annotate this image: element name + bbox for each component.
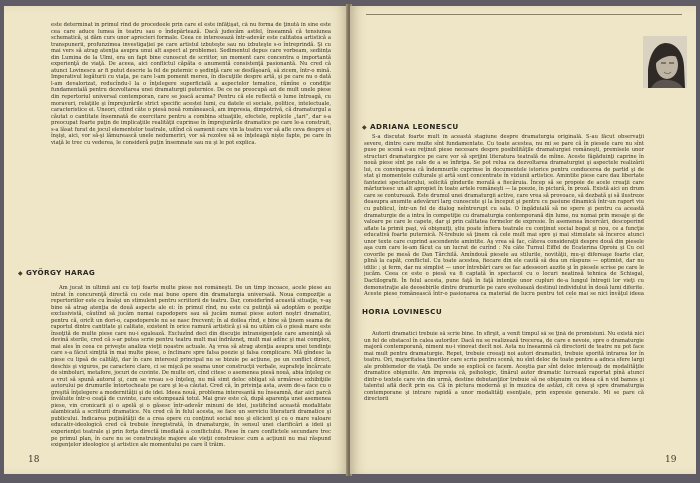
right-section2-text (364, 331, 644, 443)
section-heading-text: HORIA LOVINESCU (362, 307, 443, 316)
left-page (4, 6, 348, 474)
diamond-bullet-icon: ◆ (18, 270, 24, 277)
right-section1-text (364, 134, 644, 298)
paragraph: Am jucat în ultimii ani cu toţi foarte multe piese noi româneşti. De un timp încoace, acele piese au intrat în concurenţă directă cu cele mai bune opere din dramaturgia universală. Noua compoziţie a repertoriilor este cu însăşi un stimulent pentru scriitorii de teatru. Dar, considerînd această situaţie, v-aş bine să atrag atenţia de două aspecte ale ei: în primul rînd, nu este cu putinţă să adoptăm o poziţie exclusivistă, căutînd să jucăm numai capodopere sau să jucăm numai piese autori noştri dramatici, pentru că, oricît un dori-o, capodoperele nu se nasc frecvent; în al doilea rînd, e bine să ţinem seama de raportul dintre cantitate şi calitate, existent în orice ramură artistică şi să nu uităm că o piesă mare este însoţită de multe piese care nu-i egalează. Excluzînd deci din discuţie intransigenţele care ameninţă să devină sterile, cred că s-ar putea scrie pentru teatru mult mai îndrăzneţ, mult mai adînc şi mai complex, mai ales în ceea ce priveşte analiza vieţii noastre actuale. Aş vrea să atrag atenţia asupra unei tendinţe care s-a făcut simţită în mai multe piese, o înclinare spre falsa poezie şi falsa complicare. Mă gîndesc la piese cu lipsă de calităţi, dar în care interesul principal nu se bizuie pe acţiune, pe un conflict direct, deschis şi viguros, pe caractere clare, ci se mişcă pe seama unor construcţii verbale, suprafeţe încărcate de simboluri, metafore, jocuri de cuvinte. De multe ori, cînd citesc o asemenea piesă nouă, abia înţeleg ce a vrut să spună autorul şi, cum se vreau s-o înţeleg, nu mă simt deloc obligat să urmăresc exhibiţiile autorului pe drumurile întortocheate pe care şi le-a căutat. Cred că, în privinţa asta, avem de-a face cu o greşită înţelegere a modernităţii şi de idei. Ideea nouă, problema interesantă nu înseamnă, dar aici parcă învăluite într-o ceaţă de cuvinte, care estompează totul. Mai grav este că, după aparenţa unei asemenea piese, vin cronicarii şi o apelă şi o găsesc într-adevăr minuni de idei, justificînd această modalitate alambicată a scriiturii dramatice. Nu cred că în felul acesta, se face un serviciu literaturii dramatice şi publicului. Indicarea puţinătăţii de a crea opere cu conţinut social nou şi elicient şi cu o mare valoare educativ-ideologică cred că trebuie înregistrată, în dramaturgie, în sensul unei clarificări a ideii şi experienţei teatrale şi prin forţa directă imediată a conflictului. Piese în care conflictele secundare trec pe primul plan, în care nu se construieşte majore ale vieţii construiesc cum a acţiunii nu mai răspund exigenţelor ideologice şi artistice ale momentului pe care îl trăim. (51, 285, 331, 449)
top-rule (366, 14, 682, 15)
left-intro-text (51, 22, 331, 258)
paragraph: S-a discutat foarte mult în această stagiune despre dramaturgia originală. S-au făcut observaţii severe, dintre care multe sînt fundamentate. Cu toate acestea, nu mi se pare că în piesele care nu sînt puse pe scenă s-au reţinut piese necesare despre posibilităţile dramaturgiei româneşti, premisele unor structuri dramaturgice pe care vor să sprijini literatura teatrală de mîine. Aceste făgăduinţi caprine în nouă piese sînt pe cale de a se înfiripa. Se pot relua ca dezvoltarea dramaturgiei şi aspectele realizării lui, cu convingerea că îndemnurile cuprinse în documentele istorice pentru conducerea de partid şi de stat şi momentele culturale şi artă sunt concentrate în viziunii artistice. Amintite piese care dau libertate fanteziei spectatorului, solicită gîndurile morală a fiecăruia. Încep să se propoie de acele creaţii care mărturisesc un alt apropiet în toate artele româneşti — la poezie, în pictură, în proză. Există aici un drum care se conturează. Este drumul unei dramaturgii active, care vrea să provoace, să dezbată şi să ilustreze deasupra anumite adevăruri larg cunoscute şi la început şi pentru cu pasiune dinamică într-un raport viu cu publicul, într-un fel de dialog neîntrerupt cu sala. O îngăduială să ne spere şi pentru ca această dramaturgie de a intra în competiţie cu dramaturgia contemporană din lume, nu numai prin mesaje şi de valoare pe care le capete, dar şi prin calitatea formelor de expresie. În asemenea încercări, descoperind aflate la primii paşi, vă obişnuiţi, ştiu poate înfiera teatrale cu conţinut social bogat şi nou, ce a funcţie educativă foarte puternică. N-trebuie să ţinem că cele mult mai spre şi mai stimulate să încerce atunci unor texte care cuprind ascendente amintite. Aş vrea să fac, câteva consideraţii despre două din piesele aşa cum care le-am făcut ca un lucrat de curînd : Nu câte Turnul Eiffel de Ecaterina Oproiu şi Cu cel covorile pe mesă de Dan Tărchilă. Amîndouă piesele au stilurile, novităţii, mu-şi difereaşe foarte clar, plină la capăt, conflictul. Cu toate acestea, fiecare din ele caută să dea un răspuns — optimist, dar nu idilic ; şi ferm, dar nu simplist — unor întrebări care se fac adesseori auzite şi în piesele scrise pe care le jucăm. Ceea ce este o piesă va fi captată în spectacol cu o locuri neatinsă tehnica de Schisgal, Dactilografii. În felul acesta, pune faţă în faţă intenţie unor cupluri de-a lungul întregii lor vieţi cu demonstraţie ale deosebirile dintre drumurile pe care evoluează destinul individului în două lumi diferite. Aceste piese românească într-o pasionarea ca material de lucru pentru tot cele mai se nici învăţul ideea (364, 134, 644, 298)
paragraph: Autorii dramatici trebuie să scrie bine. În sfîrşit, a venit timpul să se ţină de promisiuni. Nu există nici un fel de obstacol în calea autorilor. Dacă nu se realizează trecerea, de care e nevoie, spre o dramaturgie majoră contemporană, nimeni nu-i vinovat decît noi. Asta nu înseamnă că directorii de teatre nu pot face mai mult pentru dramaturgie. Repet, trebuie creeaţi noi autori dramatici, trebuie sporită intrarea lor în teatru. Ori, majoritatea tinerilor care scriu pentru scenă, nu sînt deloc de toate pentru a adnca sfere largi ale problemelor de viaţă. De unde se explică ce facem. Aceştia par sînt deloc interesaţi de modalităţile dramatice obişnuite. Am impresia că, psihologic, tînărul autor dramatic lucrează raportat pînă atunci dintr-o textele care vin din urmă, destine debutanţilor trebuie să ne obişnuim cu ideea că n vid bamos şi talentul află decît prin ea. Că în pictura modernă şi în muzica de astăzi, cît ceva şi spre dramaturgia contemporane şi intrare rapidă a unor modalităţi esenţiale, prin expresie generale. Mi se pare că directorii (364, 331, 644, 403)
section-heading-text: ADRIANA LEONESCU (370, 122, 459, 131)
page-number: 19 (665, 455, 677, 465)
page-number: 18 (28, 455, 40, 465)
portrait-photo-icon (643, 36, 687, 88)
section-heading (18, 268, 95, 277)
section-heading (362, 122, 459, 131)
section-heading-text: GYÖRGY HARAG (26, 268, 96, 277)
paragraph: este determinat în primul rînd de procedeele prin care el este înfăţişat, că nu forma de ţinută în sine este cea care aduce lumea în teatru sau o îndepărtează. Dacă judecăm astfel, înseamnă că tensiunea schematică, și dăm curs unor aprecieri formale. Ceea ce interesează într-adevăr este calitatea artistică a transpunerii, profunzimea investigaţiei pe care artistul izbuteşte sau nu izbuteşte s-o întreprindă. Şi cu mai vers să atrag atenţia asupra unui alt aspect al problemei. Sedimentul depus care vorbeam, sediința din Lumina de la Ulmi, era un fapt bine cunoscut de scriitor, un moment care concentra o importantă experienţă de viaţă. De aceea, aici conflictul căpăta o anumentă consistenţă pasionantă. Nu cred că atunci Lovinescu ar fi putut descrie la fel de puternic o şedinţă care se desfăşoară, să zicem, într-o mină. Imperativul legăturii cu viaţa, pe care l-am pomenit mereu, în discuţiile despre artă, şi pe care nu o dată l-am devalorizat, reducîndu-l la o înţelegere superficială a aspectelor tematice, rămîne o condiţie fundamentală pentru dezvoltarea unei dramaturgii puternice. De ce ne preocupă azi de mult unele piese din repertoriul universal contemporan, care se joacă acuma? Pentru că ele reflectă o lume întreagă, cu moravuri, relaţiile şi împrejurările strict specific acestei lumi, cu datele ei sociale, politice, intelectuale, caracteristice ei. Uneori, citind câte o piesă nouă românească, am impresia, dimpotrivă, că dramaturgul a căutat o cantitate însemnată de exercitare pentru a combina situaţiile, efectele, replicile „tari”, dar s-a preocupat foarte puţin de implicaţiile realităţii cuprinse în împrejurările dramatice pe care le-a construit, s-a lăsat furat de jocul elementelor teatrale, uitînd că oamenii care vin la teatru vor să afle ceva despre ei înşişi, aici, vor să-şi lămurească unele nedumeriri, vor să rezolve să se înţeleagă niște fapte, pe care în viaţă le trec cu vederea, le consideră puţin însemnate sau nu şi le pot explica. (51, 22, 331, 146)
section-heading (362, 307, 442, 316)
diamond-bullet-icon: ◆ (362, 124, 368, 131)
author-portrait-image (643, 36, 687, 88)
left-section-text (51, 285, 331, 453)
